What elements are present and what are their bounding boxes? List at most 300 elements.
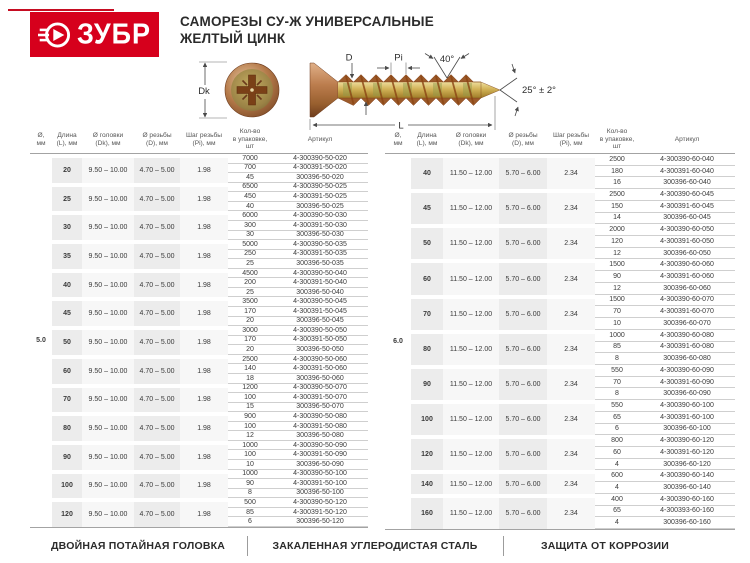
pack-qty-cell: 900 [228,412,272,422]
head-diameter-cell: 9.50 – 10.00 [82,269,134,298]
article-cell: 4-300390-60-050 [639,224,735,236]
table-row [30,326,368,336]
pitch-cell: 1.98 [180,326,228,355]
angle-25-label: 25° ± 2° [522,85,556,96]
article-cell: 4-300391-50-020 [272,164,368,174]
pack-qty-cell: 70 [595,306,639,318]
pack-qty-cell: 1000 [595,330,639,342]
table-row [30,384,368,394]
table-row [385,259,735,271]
column-header: Шаг резьбы (Pi), мм [547,128,595,154]
article-cell: 300396-50-035 [272,259,368,269]
pack-qty-cell: 14 [595,213,639,225]
pack-qty-cell: 600 [595,470,639,482]
pitch-cell: 2.34 [547,365,595,400]
dk-label: Dk [198,86,210,97]
article-cell: 4-300390-60-060 [639,259,735,271]
pitch-cell: 2.34 [547,154,595,189]
pack-qty-cell: 4 [595,482,639,494]
column-header: Кол-во в упаковке, шт [228,128,272,154]
pitch-cell: 2.34 [547,435,595,470]
footer-divider [247,536,248,556]
pitch-cell: 1.98 [180,240,228,269]
thread-diameter-cell: 4.70 – 5.00 [134,240,180,269]
head-diameter-cell: 11.50 – 12.00 [443,154,499,189]
article-cell: 4-300390-50-120 [272,498,368,508]
article-cell: 300396-60-070 [639,318,735,330]
pack-qty-cell: 3500 [228,297,272,307]
column-header: Ø головки (Dk), мм [443,128,499,154]
pack-qty-cell: 800 [595,435,639,447]
pack-qty-cell: 4500 [228,269,272,279]
article-cell: 4-300391-50-120 [272,508,368,518]
article-cell: 300396-60-050 [639,248,735,260]
length-cell: 70 [411,295,443,330]
head-diameter-cell: 9.50 – 10.00 [82,441,134,470]
pitch-cell: 2.34 [547,470,595,493]
length-cell: 100 [411,400,443,435]
article-cell: 300396-50-020 [272,173,368,183]
table-row [385,295,735,307]
pi-label: Pi [394,52,403,64]
pitch-cell: 1.98 [180,412,228,441]
pack-qty-cell: 170 [228,336,272,346]
pack-qty-cell: 100 [228,450,272,460]
zubr-logo [30,12,159,57]
thread-diameter-cell: 4.70 – 5.00 [134,470,180,499]
article-cell: 300396-60-080 [639,353,735,365]
article-cell: 300396-60-120 [639,459,735,471]
thread-diameter-cell: 4.70 – 5.00 [134,154,180,183]
article-cell: 300396-60-040 [639,177,735,189]
pack-qty-cell: 16 [595,177,639,189]
pack-qty-cell: 85 [228,508,272,518]
pack-qty-cell: 1200 [228,384,272,394]
pack-qty-cell: 550 [595,365,639,377]
table-row [385,330,735,342]
article-cell: 4-300390-60-040 [639,154,735,166]
thread-diameter-cell: 4.70 – 5.00 [134,326,180,355]
length-cell: 120 [52,498,82,527]
pack-qty-cell: 85 [595,342,639,354]
column-header: Ø резьбы (D), мм [499,128,547,154]
length-cell: 50 [52,326,82,355]
table-row [30,441,368,451]
pitch-cell: 1.98 [180,498,228,527]
spec-table-6mm [385,128,735,530]
column-header: Кол-во в упаковке, шт [595,128,639,154]
pack-qty-cell: 120 [595,236,639,248]
pack-qty-cell: 20 [228,345,272,355]
table-row [385,435,735,447]
thread-diameter-cell: 5.70 – 6.00 [499,400,547,435]
length-cell: 25 [52,183,82,212]
article-cell: 4-300391-60-100 [639,412,735,424]
pack-qty-cell: 90 [228,479,272,489]
head-diameter-cell: 9.50 – 10.00 [82,154,134,183]
thread-diameter-cell: 4.70 – 5.00 [134,355,180,384]
pack-qty-cell: 20 [228,317,272,327]
pack-qty-cell: 60 [595,447,639,459]
article-cell: 4-300390-50-090 [272,441,368,451]
pack-qty-cell: 30 [228,231,272,241]
thread-diameter-cell: 5.70 – 6.00 [499,259,547,294]
top-red-line [8,9,114,11]
pitch-cell: 1.98 [180,384,228,413]
pack-qty-cell: 250 [228,250,272,260]
length-cell: 20 [52,154,82,183]
head-diameter-cell: 11.50 – 12.00 [443,189,499,224]
table-row [30,183,368,193]
article-cell: 4-300390-60-160 [639,494,735,506]
table-row [30,470,368,480]
pack-qty-cell: 500 [228,498,272,508]
pitch-cell: 1.98 [180,154,228,183]
pack-qty-cell: 170 [228,307,272,317]
thread-diameter-cell: 4.70 – 5.00 [134,297,180,326]
head-diameter-cell: 11.50 – 12.00 [443,435,499,470]
pack-qty-cell: 8 [595,388,639,400]
article-cell: 4-300391-50-050 [272,336,368,346]
head-diameter-cell: 11.50 – 12.00 [443,330,499,365]
thread-diameter-cell: 5.70 – 6.00 [499,295,547,330]
pack-qty-cell: 12 [595,283,639,295]
head-diameter-cell: 11.50 – 12.00 [443,224,499,259]
article-cell: 4-300390-50-040 [272,269,368,279]
length-cell: 30 [52,211,82,240]
length-cell: 80 [52,412,82,441]
length-cell: 120 [411,435,443,470]
column-header: Ø головки (Dk), мм [82,128,134,154]
article-cell: 4-300390-60-100 [639,400,735,412]
article-cell: 4-300390-60-070 [639,295,735,307]
head-diameter-cell: 11.50 – 12.00 [443,365,499,400]
length-cell: 100 [52,470,82,499]
pitch-cell: 1.98 [180,297,228,326]
length-cell: 80 [411,330,443,365]
article-cell: 4-300391-50-025 [272,192,368,202]
column-header: Длина (L), мм [52,128,82,154]
screw-diagram [185,52,580,140]
article-cell: 4-300390-50-045 [272,297,368,307]
head-diameter-cell: 9.50 – 10.00 [82,470,134,499]
article-cell: 300396-50-025 [272,202,368,212]
head-diameter-cell: 9.50 – 10.00 [82,297,134,326]
pack-qty-cell: 700 [228,164,272,174]
pack-qty-cell: 140 [228,364,272,374]
column-header: Ø, мм [30,128,52,154]
pack-qty-cell: 40 [228,202,272,212]
pack-qty-cell: 2000 [595,224,639,236]
title-line-2: ЖЕЛТЫЙ ЦИНК [180,31,286,46]
footer-divider [503,536,504,556]
article-cell: 4-300390-60-080 [639,330,735,342]
article-cell: 300396-60-060 [639,283,735,295]
article-cell: 300396-50-060 [272,374,368,384]
article-cell: 4-300391-50-040 [272,278,368,288]
article-cell: 300396-60-100 [639,424,735,436]
length-cell: 40 [52,269,82,298]
diameter-cell: 5.0 [30,154,52,527]
diameter-cell: 6.0 [385,154,411,529]
article-cell: 4-300390-60-140 [639,470,735,482]
thread-diameter-cell: 5.70 – 6.00 [499,224,547,259]
thread-diameter-cell: 5.70 – 6.00 [499,154,547,189]
pack-qty-cell: 550 [595,400,639,412]
length-cell: 35 [52,240,82,269]
table-row [30,355,368,365]
article-cell: 4-300390-50-060 [272,355,368,365]
pitch-cell: 1.98 [180,355,228,384]
article-cell: 4-300391-50-045 [272,307,368,317]
d-label: D [345,52,353,64]
table-row [30,211,368,221]
thread-diameter-cell: 5.70 – 6.00 [499,330,547,365]
pack-qty-cell: 15 [228,403,272,413]
article-cell: 4-300391-50-100 [272,479,368,489]
pack-qty-cell: 8 [228,489,272,499]
article-cell: 4-300391-60-090 [639,377,735,389]
article-cell: 4-300391-60-070 [639,306,735,318]
pitch-cell: 1.98 [180,269,228,298]
thread-diameter-cell: 4.70 – 5.00 [134,498,180,527]
length-cell: 90 [52,441,82,470]
table-row [385,470,735,482]
column-header: Длина (L), мм [411,128,443,154]
article-cell: 4-300391-60-040 [639,166,735,178]
table-row [385,400,735,412]
table-row [30,412,368,422]
length-cell: 140 [411,470,443,493]
column-header: Артикул [272,128,368,154]
article-cell: 300396-50-120 [272,517,368,527]
thread-diameter-cell: 5.70 – 6.00 [499,365,547,400]
pack-qty-cell: 4 [595,459,639,471]
table-row [385,365,735,377]
pack-qty-cell: 65 [595,412,639,424]
head-diameter-cell: 11.50 – 12.00 [443,494,499,529]
article-cell: 300396-60-160 [639,517,735,529]
article-cell: 4-300393-60-160 [639,506,735,518]
pack-qty-cell: 6 [595,424,639,436]
head-diameter-cell: 9.50 – 10.00 [82,355,134,384]
pitch-cell: 1.98 [180,470,228,499]
article-cell: 300396-50-050 [272,345,368,355]
title-line-1: САМОРЕЗЫ СУ-Ж УНИВЕРСАЛЬНЫЕ [180,14,434,29]
thread-diameter-cell: 4.70 – 5.00 [134,269,180,298]
article-cell: 300396-50-080 [272,431,368,441]
thread-diameter-cell: 5.70 – 6.00 [499,435,547,470]
pack-qty-cell: 200 [228,278,272,288]
pack-qty-cell: 1500 [595,259,639,271]
logo-wordmark: ЗУБР [76,18,152,50]
table-row [30,297,368,307]
pack-qty-cell: 25 [228,259,272,269]
article-cell: 300396-60-090 [639,388,735,400]
thread-diameter-cell: 4.70 – 5.00 [134,412,180,441]
pack-qty-cell: 6000 [228,211,272,221]
pack-qty-cell: 100 [228,393,272,403]
length-cell: 70 [52,384,82,413]
head-diameter-cell: 9.50 – 10.00 [82,412,134,441]
pack-qty-cell: 180 [595,166,639,178]
head-diameter-cell: 9.50 – 10.00 [82,498,134,527]
pitch-cell: 1.98 [180,441,228,470]
pack-qty-cell: 12 [595,248,639,260]
head-diameter-cell: 11.50 – 12.00 [443,295,499,330]
article-cell: 4-300391-60-045 [639,201,735,213]
footer-feature-head: ДВОЙНАЯ ПОТАЙНАЯ ГОЛОВКА [51,540,225,552]
article-cell: 4-300390-50-070 [272,384,368,394]
pack-qty-cell: 450 [228,192,272,202]
screw-side-view [310,63,500,117]
thread-diameter-cell: 5.70 – 6.00 [499,494,547,529]
spec-table-5mm [30,128,368,528]
article-cell: 300396-50-070 [272,403,368,413]
article-cell: 4-300390-50-100 [272,470,368,480]
pack-qty-cell: 100 [228,422,272,432]
pitch-cell: 2.34 [547,330,595,365]
table-row [385,189,735,201]
pack-qty-cell: 10 [595,318,639,330]
pitch-cell: 1.98 [180,211,228,240]
pack-qty-cell: 2500 [595,154,639,166]
pack-qty-cell: 70 [595,377,639,389]
pitch-cell: 2.34 [547,295,595,330]
length-cell: 50 [411,224,443,259]
pack-qty-cell: 6 [228,517,272,527]
head-diameter-cell: 9.50 – 10.00 [82,183,134,212]
l-label: L [398,120,404,132]
head-diameter-cell: 9.50 – 10.00 [82,326,134,355]
pack-qty-cell: 12 [228,431,272,441]
article-cell: 4-300391-50-060 [272,364,368,374]
pack-qty-cell: 45 [228,173,272,183]
footer-feature-corrosion: ЗАЩИТА ОТ КОРРОЗИИ [540,540,670,552]
article-cell: 300396-50-030 [272,231,368,241]
thread-diameter-cell: 5.70 – 6.00 [499,189,547,224]
column-header: Ø резьбы (D), мм [134,128,180,154]
length-cell: 45 [52,297,82,326]
length-cell: 45 [411,189,443,224]
pitch-cell: 2.34 [547,494,595,529]
thread-diameter-cell: 5.70 – 6.00 [499,470,547,493]
article-cell: 300396-50-100 [272,489,368,499]
pack-qty-cell: 7000 [228,154,272,164]
pack-qty-cell: 2500 [595,189,639,201]
pack-qty-cell: 6500 [228,183,272,193]
pack-qty-cell: 8 [595,353,639,365]
pack-qty-cell: 1000 [228,470,272,480]
head-diameter-cell: 9.50 – 10.00 [82,211,134,240]
article-cell: 4-300391-60-120 [639,447,735,459]
article-cell: 4-300391-60-080 [639,342,735,354]
article-cell: 4-300390-60-120 [639,435,735,447]
article-cell: 4-300390-60-090 [639,365,735,377]
head-diameter-cell: 11.50 – 12.00 [443,259,499,294]
pack-qty-cell: 150 [595,201,639,213]
footer-feature-steel: ЗАКАЛЕННАЯ УГЛЕРОДИСТАЯ СТАЛЬ [272,540,478,552]
pack-qty-cell: 18 [228,374,272,384]
pack-qty-cell: 3000 [228,326,272,336]
pack-qty-cell: 1000 [228,441,272,451]
thread-diameter-cell: 4.70 – 5.00 [134,384,180,413]
pack-qty-cell: 4 [595,517,639,529]
head-diameter-cell: 9.50 – 10.00 [82,384,134,413]
head-diameter-cell: 11.50 – 12.00 [443,400,499,435]
zubr-arrow-icon [38,18,72,52]
article-cell: 300396-60-045 [639,213,735,225]
article-cell: 4-300391-50-080 [272,422,368,432]
pitch-cell: 2.34 [547,259,595,294]
article-cell: 4-300391-50-035 [272,250,368,260]
article-cell: 4-300390-60-045 [639,189,735,201]
length-cell: 60 [52,355,82,384]
article-cell: 4-300391-50-030 [272,221,368,231]
column-header: Ø, мм [385,128,411,154]
length-cell: 40 [411,154,443,189]
thread-diameter-cell: 4.70 – 5.00 [134,441,180,470]
article-cell: 4-300391-50-090 [272,450,368,460]
pitch-cell: 2.34 [547,189,595,224]
thread-diameter-cell: 4.70 – 5.00 [134,183,180,212]
pack-qty-cell: 10 [228,460,272,470]
article-cell: 300396-50-045 [272,317,368,327]
pack-qty-cell: 5000 [228,240,272,250]
head-diameter-cell: 9.50 – 10.00 [82,240,134,269]
article-cell: 4-300390-50-020 [272,154,368,164]
pitch-cell: 2.34 [547,224,595,259]
column-header: Артикул [639,128,735,154]
table-row [30,269,368,279]
article-cell: 4-300391-60-060 [639,271,735,283]
article-cell: 4-300390-50-050 [272,326,368,336]
pack-qty-cell: 400 [595,494,639,506]
article-cell: 4-300390-50-035 [272,240,368,250]
column-header: Шаг резьбы (Pi), мм [180,128,228,154]
table-row [385,494,735,506]
table-row [30,240,368,250]
article-cell: 4-300390-50-025 [272,183,368,193]
pack-qty-cell: 65 [595,506,639,518]
screw-head-front-view [198,62,279,118]
pitch-cell: 2.34 [547,400,595,435]
pack-qty-cell: 300 [228,221,272,231]
article-cell: 300396-50-090 [272,460,368,470]
length-cell: 160 [411,494,443,529]
length-cell: 60 [411,259,443,294]
article-cell: 4-300390-50-030 [272,211,368,221]
pitch-cell: 1.98 [180,183,228,212]
article-cell: 4-300391-50-070 [272,393,368,403]
pack-qty-cell: 25 [228,288,272,298]
page-title [180,13,434,47]
article-cell: 4-300390-50-080 [272,412,368,422]
pack-qty-cell: 2500 [228,355,272,365]
thread-diameter-cell: 4.70 – 5.00 [134,211,180,240]
angle-40-label: 40° [439,54,455,65]
article-cell: 4-300391-60-050 [639,236,735,248]
length-cell: 90 [411,365,443,400]
article-cell: 300396-50-040 [272,288,368,298]
article-cell: 300396-60-140 [639,482,735,494]
head-diameter-cell: 11.50 – 12.00 [443,470,499,493]
table-row [385,154,735,166]
pack-qty-cell: 1500 [595,295,639,307]
table-row [385,224,735,236]
table-row [30,154,368,164]
pack-qty-cell: 90 [595,271,639,283]
